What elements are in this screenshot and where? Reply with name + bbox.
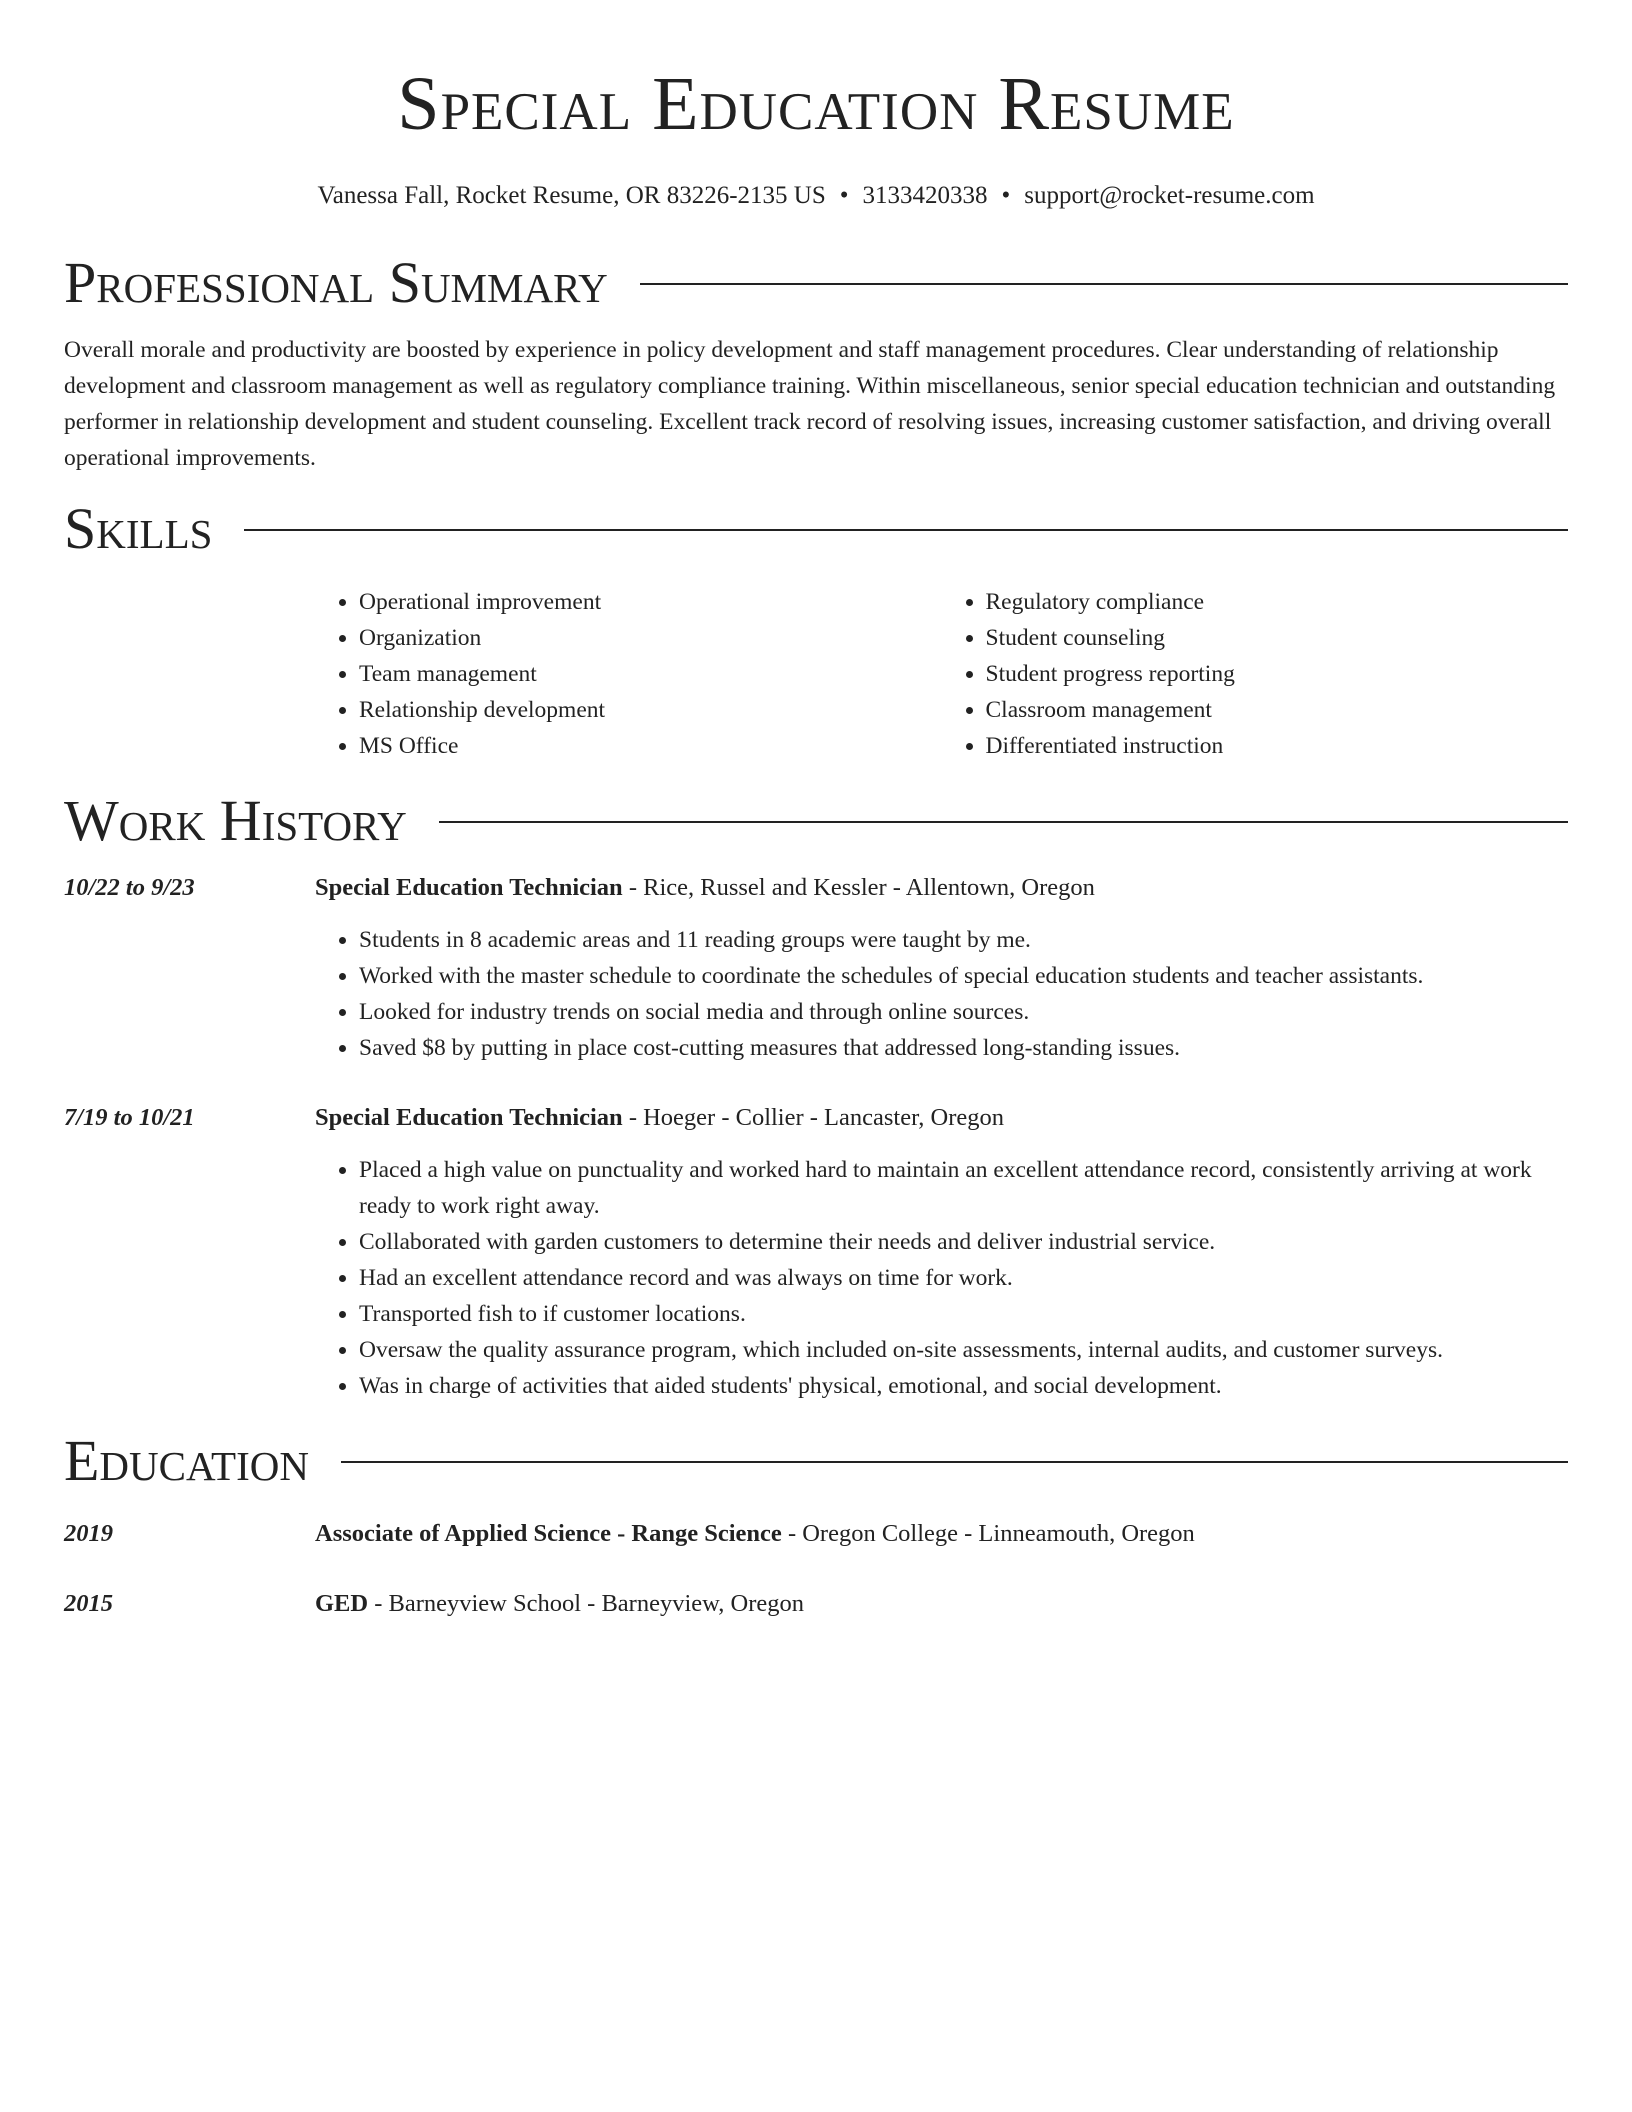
job-bullet: • Collaborated with garden customers to determine their needs and deliver industrial service. [359,1224,1568,1260]
section-heading-skills [64,494,1568,564]
summary-heading-text: Professional Summary [64,250,608,315]
education-heading [315,1516,1568,1552]
section-rule [439,821,1568,823]
job-heading [315,870,1568,906]
section-heading-work-history [64,786,1568,856]
document-title: Special Education Resume [397,62,1235,146]
education-heading-text: Education [64,1428,309,1493]
job-bullets [315,922,1568,1066]
job-body [315,1100,1568,1404]
education-details: - Barneyview School - Barneyview, Oregon [368,1590,804,1617]
contact-phone: 3133420338 [862,182,988,209]
education-body [315,1516,1568,1552]
job-title: Special Education Technician [315,1104,623,1131]
job-bullet: • Transported fish to if customer locations. [359,1296,1568,1332]
education-details: - Oregon College - Linneamouth, Oregon [781,1520,1195,1547]
section-heading-education [64,1426,1568,1496]
section-rule [640,283,1568,285]
education-entry [64,1586,1568,1622]
section-heading-summary [64,248,1568,318]
section-rule [244,529,1568,531]
job-entry [64,1100,1568,1404]
education-degree: Associate of Applied Science - Range Science [315,1520,782,1547]
contact-email: support@rocket-resume.com [1024,182,1315,209]
contact-separator: • [839,182,849,209]
education-year: 2019 [64,1520,113,1547]
skill-item: • MS Office [359,728,942,764]
skill-item: • Classroom management [986,692,1569,728]
skills-column-right [942,584,1569,764]
contact-line [64,180,1568,212]
job-bullet: • Was in charge of activities that aided students' physical, emotional, and social development. [359,1368,1568,1404]
job-bullet: • Had an excellent attendance record and was always on time for work. [359,1260,1568,1296]
education-body [315,1586,1568,1622]
job-bullet: • Placed a high value on punctuality and worked hard to maintain an excellent attendance record, consistently arriving at work ready to work right away. [359,1152,1568,1224]
skill-item: • Regulatory compliance [986,584,1569,620]
job-details: - Rice, Russel and Kessler - Allentown, Oregon [622,874,1095,901]
work-heading-text: Work History [64,788,407,853]
job-heading [315,1100,1568,1136]
contact-separator: • [1001,182,1011,209]
skills-heading-text: Skills [64,496,213,561]
job-dates: 7/19 to 10/21 [64,1104,195,1131]
job-bullet: • Looked for industry trends on social media and through online sources. [359,994,1568,1030]
job-bullet: • Worked with the master schedule to coordinate the schedules of special education students and teacher assistants. [359,958,1568,994]
job-bullets [315,1152,1568,1404]
education-year: 2015 [64,1590,113,1617]
section-rule [341,1461,1568,1463]
job-bullet: • Students in 8 academic areas and 11 reading groups were taught by me. [359,922,1568,958]
skills-column-left [315,584,942,764]
education-heading [315,1586,1568,1622]
job-title: Special Education Technician [315,874,623,901]
skills-list [315,584,1568,764]
skill-item: • Relationship development [359,692,942,728]
skill-item: • Team management [359,656,942,692]
summary-text: Overall morale and productivity are boosted by experience in policy development and staff management procedures. Clear understanding of relationship development and classroom management as well as regulatory compliance training. Within miscellaneous, senior special education technician and outstanding performer in relationship development and student counseling. Excellent track record of resolving issues, increasing customer satisfaction, and driving overall operational improvements. [64,337,1556,471]
skill-item: • Student counseling [986,620,1569,656]
job-bullet: • Oversaw the quality assurance program, which included on-site assessments, internal audits, and customer surveys. [359,1332,1568,1368]
job-bullet: • Saved $8 by putting in place cost-cutting measures that addressed long-standing issues. [359,1030,1568,1066]
job-details: - Hoeger - Collier - Lancaster, Oregon [622,1104,1005,1131]
skill-item: • Organization [359,620,942,656]
education-degree: GED [315,1590,369,1617]
job-entry [64,870,1568,1066]
skill-item: • Differentiated instruction [986,728,1569,764]
contact-address: Vanessa Fall, Rocket Resume, OR 83226-2135 US [317,182,826,209]
skill-item: • Operational improvement [359,584,942,620]
job-dates: 10/22 to 9/23 [64,874,195,901]
skill-item: • Student progress reporting [986,656,1569,692]
job-body [315,870,1568,1066]
education-entry [64,1516,1568,1552]
